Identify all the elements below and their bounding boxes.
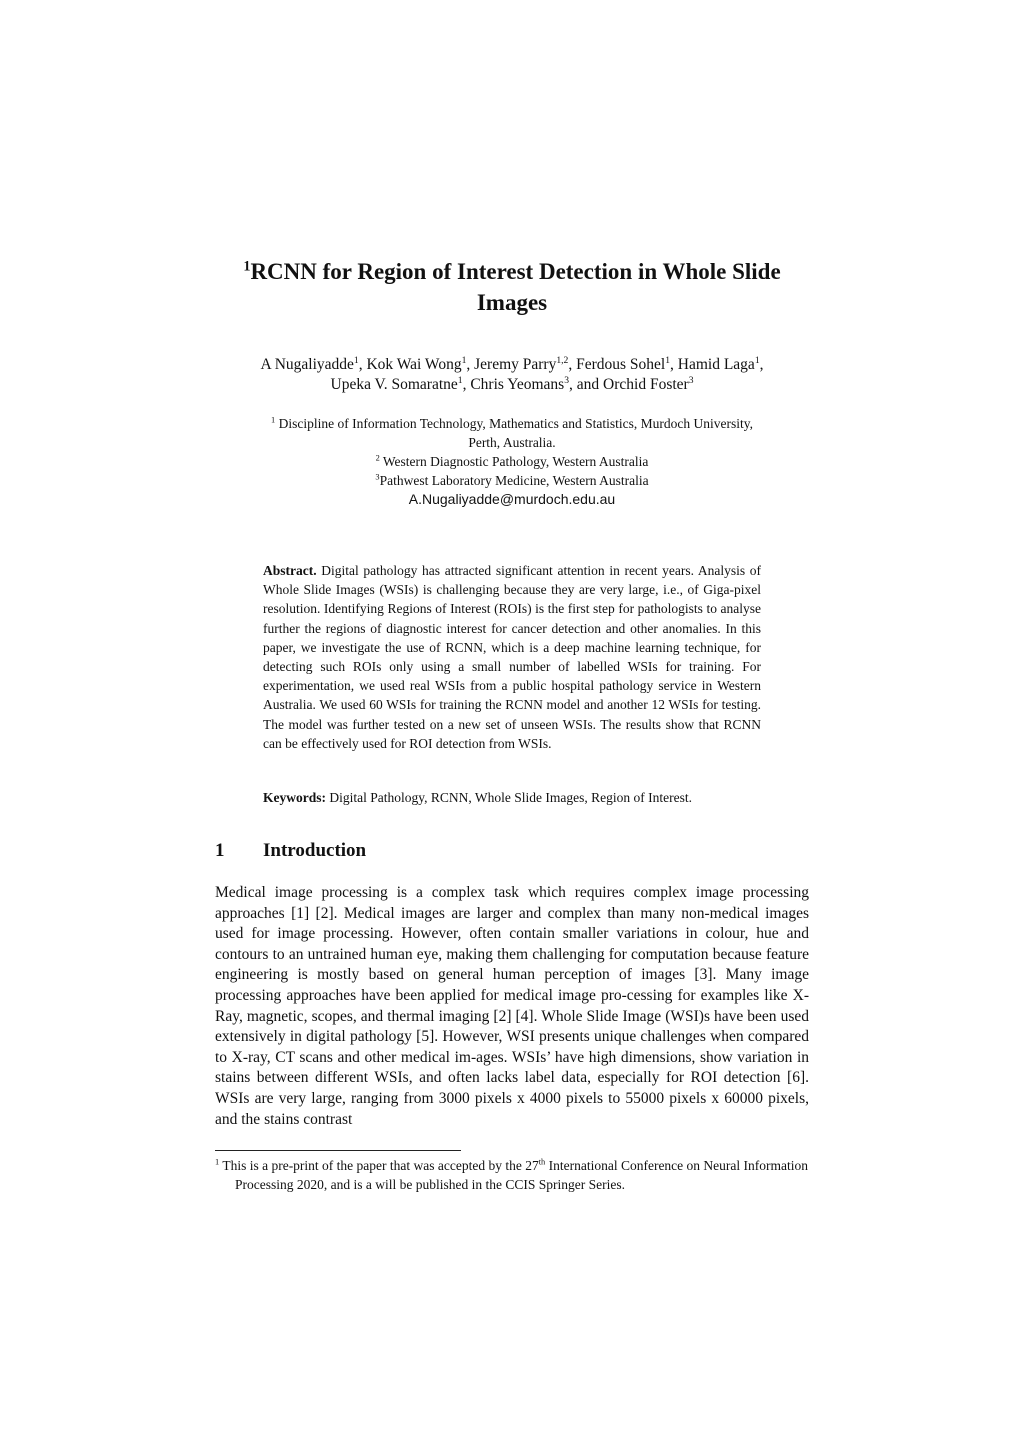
keywords-text: Digital Pathology, RCNN, Whole Slide Images, Region of Interest. <box>329 790 692 805</box>
keywords <box>263 788 761 807</box>
title-line-2: Images <box>476 290 548 315</box>
contact-email: A.Nugaliyadde@murdoch.edu.au <box>408 491 616 507</box>
affiliation-1-cont: Perth, Australia. <box>468 435 556 450</box>
abstract <box>263 561 761 753</box>
section-heading <box>215 838 815 864</box>
author: Hamid Laga <box>677 356 755 373</box>
keywords-label: Keywords: <box>263 790 326 805</box>
footnote: $^1$ This is a pre-print of the paper that was accepted by the 27th International Conference on Neural Information Processing 2020, and is a will be published in the CCIS Springer Series. <box>215 1157 809 1192</box>
introduction-paragraph: Medical image processing is a complex task which requires complex image processing approaches [1] [2]. Medical images are larger and complex than many non-medical images used for image processing. However, often contain smaller variations in colour, hue and contours to an untrained human eye, making them challenging for computation because feature engineering is mostly based on general human perception of images [3]. Many image processing approaches have been applied for medical image pro-cessing for examples like X-Ray, magnetic, scopes, and thermal imaging [2] [4]. Whole Slide Image (WSI)s have been used extensively in digital pathology [5]. However, WSI presents unique challenges when compared to X-ray, CT scans and other medical im-ages. WSIs’ have high dimensions, show variation in stains between different WSIs, and often lacks label data, especially for ROI detection [6]. WSIs are very large, ranging from 3000 pixels x 4000 pixels to 55000 pixels x 60000 pixels, and the stains contrast <box>215 884 809 1128</box>
author-line-2: Upeka V. Somaratne$^1$, Chris Yeomans$^3$, and Orchid Foster$^3$ <box>330 374 694 393</box>
author: Kok Wai Wong <box>366 356 462 373</box>
abstract-text: Digital pathology has attracted significant attention in recent years. Analysis of Whole Slide Images (WSIs) is challenging because they are very large, i.e., of Giga-pixel resolution. Identifying Regions of Interest (ROIs) is the first step for pathologists to analyse further the regions of diagnostic interest for cancer detection and other anomalies. In this paper, we investigate the use of RCNN, which is a deep machine learning technique, for detecting such ROIs only using a small number of labelled WSIs for training. For experimentation, we used real WSIs from a public hospital pathology service in Western Australia. We used 60 WSIs for training the RCNN model and another 12 WSIs for testing. The model was further tested on a new set of unseen WSIs. The results show that RCNN can be effectively used for ROI detection from WSIs. <box>263 563 761 751</box>
author: Ferdous Sohel <box>576 356 666 373</box>
author: Upeka V. Somaratne <box>330 376 458 393</box>
abstract-label: Abstract. <box>263 563 317 578</box>
affiliation-1: $^1$ Discipline of Information Technology, Mathematics and Statistics, Murdoch University, <box>271 415 753 431</box>
author: Jeremy Parry <box>474 356 557 373</box>
author: A Nugaliyadde <box>260 356 354 373</box>
affiliations <box>200 414 824 509</box>
title-footnote-mark: 1 <box>243 258 251 275</box>
paper-title <box>200 256 824 318</box>
author-line-1: A Nugaliyadde$^1$, Kok Wai Wong$^1$, Jeremy Parry$^{1,2}$, Ferdous Sohel$^1$, Hamid Laga$^1$, <box>260 354 764 373</box>
title-line-1: $^1$RCNN for Region of Interest Detection in Whole Slide <box>243 258 781 284</box>
affiliation-3: $^3$Pathwest Laboratory Medicine, Western Australia <box>375 472 649 488</box>
footnote-divider <box>215 1150 461 1151</box>
author: Chris Yeomans <box>470 376 565 393</box>
affiliation-2: $^2$ Western Diagnostic Pathology, Western Australia <box>375 453 649 469</box>
author: Orchid Foster <box>603 376 689 393</box>
footnote-mark: 1 <box>215 1157 220 1167</box>
author-list <box>200 355 824 395</box>
section-number: 1 <box>215 840 225 861</box>
section-title: Introduction <box>263 840 367 861</box>
